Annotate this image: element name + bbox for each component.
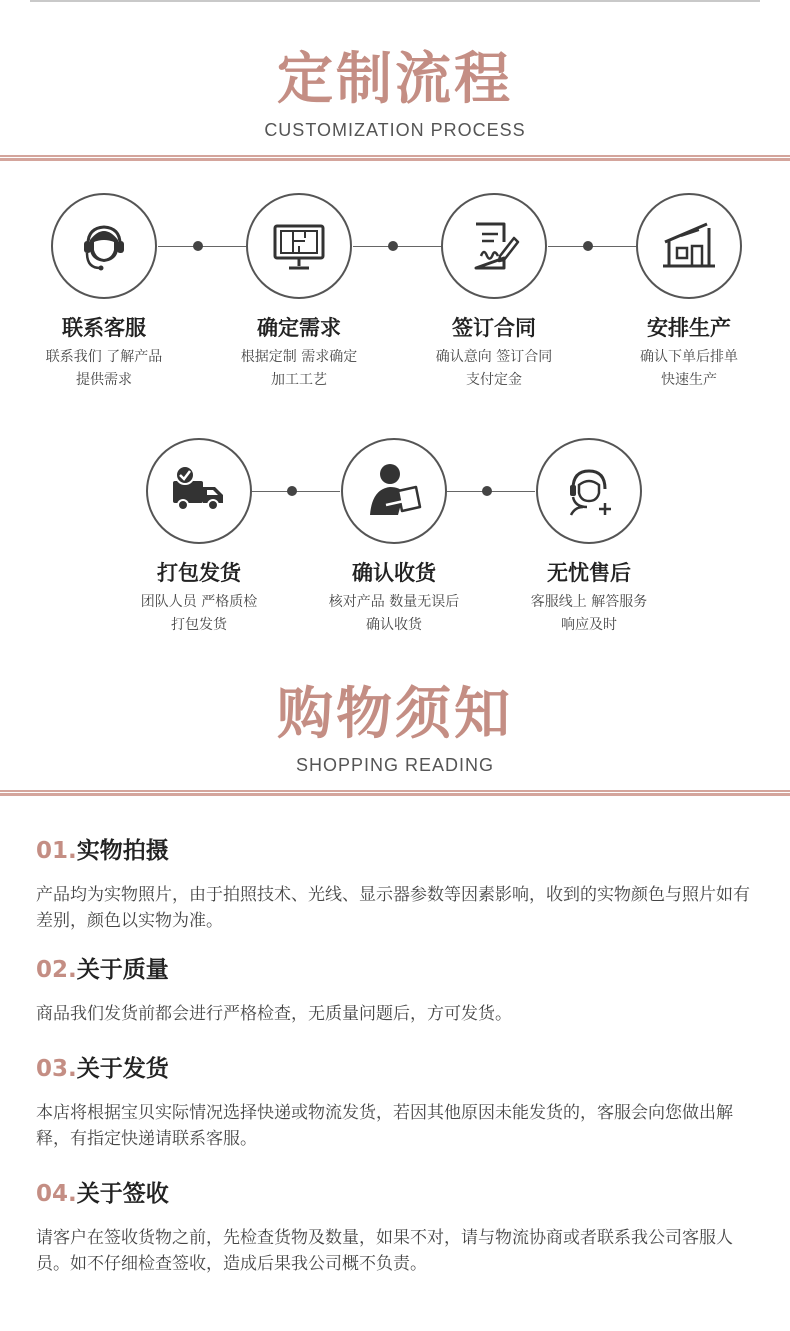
step-circle-contact: [51, 193, 157, 299]
step-desc-line: 提供需求: [76, 372, 132, 388]
note-number: 03.: [36, 1056, 77, 1082]
connector-dot: [482, 486, 492, 496]
step-desc-line: 响应及时: [561, 617, 617, 633]
shopping-band: [0, 790, 790, 797]
step-circle-production: [636, 193, 742, 299]
step-title: 确认收货: [352, 561, 436, 585]
step-circle-requirements: [246, 193, 352, 299]
note-heading: [36, 1183, 756, 1206]
step-desc-line: 确认收货: [366, 617, 422, 633]
step-contract: [404, 318, 584, 392]
step-aftersales: [499, 563, 679, 637]
step-desc-line: 确认意向 签订合同: [435, 349, 553, 365]
step-shipping: [109, 563, 289, 637]
shopping-header: [0, 682, 790, 776]
note-number: 01.: [36, 838, 77, 864]
step-desc-line: 确认下单后排单: [640, 349, 738, 365]
step-receipt: [304, 563, 484, 637]
step-title: 签订合同: [452, 316, 536, 340]
note-number: 04.: [36, 1181, 77, 1207]
note-title: 实物拍摄: [76, 838, 169, 864]
after-sales-support-icon: [559, 461, 619, 521]
step-contact: [14, 318, 194, 392]
note-heading: [36, 1058, 756, 1081]
note-heading: [36, 840, 756, 863]
step-desc: [599, 346, 779, 392]
person-receiving-icon: [364, 461, 424, 521]
process-band: [0, 155, 790, 162]
step-desc: [209, 346, 389, 392]
note-item: [36, 959, 756, 1027]
process-subtitle: CUSTOMIZATION PROCESS: [264, 120, 526, 140]
step-desc-line: 根据定制 需求确定: [240, 349, 358, 365]
step-production: [599, 318, 779, 392]
note-text: 商品我们发货前都会进行严格检查，无质量问题后，方可发货。: [36, 1004, 512, 1024]
note-title: 关于发货: [76, 1056, 169, 1082]
connector-dot: [388, 241, 398, 251]
step-circle-receipt: [341, 438, 447, 544]
process-title: 定制流程: [277, 47, 513, 112]
step-desc: [404, 346, 584, 392]
top-divider: [30, 0, 760, 2]
connector-dot: [287, 486, 297, 496]
connector-dot: [193, 241, 203, 251]
note-text: 产品均为实物照片，由于拍照技术、光线、显示器参数等因素影响，收到的实物颜色与照片如有差别，颜色以实物为准。: [36, 885, 750, 931]
step-desc-line: 支付定金: [466, 372, 522, 388]
note-text: 本店将根据宝贝实际情况选择快递或物流发货，若因其他原因未能发货的，客服会向您做出解释，有指定快递请联系客服。: [36, 1103, 733, 1149]
step-title: 确定需求: [257, 316, 341, 340]
step-title: 联系客服: [62, 316, 146, 340]
step-desc: [304, 591, 484, 637]
note-number: 02.: [36, 957, 77, 983]
step-desc-line: 快速生产: [661, 372, 717, 388]
delivery-truck-icon: [169, 461, 229, 521]
step-requirements: [209, 318, 389, 392]
process-header: [0, 47, 790, 141]
monitor-floorplan-icon: [269, 216, 329, 276]
step-desc-line: 联系我们 了解产品: [45, 349, 163, 365]
step-title: 打包发货: [157, 561, 241, 585]
note-text: 请客户在签收货物之前，先检查货物及数量，如果不对，请与物流协商或者联系我公司客服人员。如不仔细检查签收，造成后果我公司概不负责。: [36, 1228, 733, 1274]
step-desc-line: 打包发货: [171, 617, 227, 633]
step-desc: [14, 346, 194, 392]
factory-house-icon: [659, 216, 719, 276]
step-circle-aftersales: [536, 438, 642, 544]
step-desc: [109, 591, 289, 637]
note-item: [36, 1058, 756, 1152]
customer-service-headset-icon: [74, 216, 134, 276]
shopping-title: 购物须知: [277, 682, 513, 747]
note-title: 关于质量: [76, 957, 169, 983]
note-heading: [36, 959, 756, 982]
step-title: 安排生产: [647, 316, 731, 340]
note-item: [36, 840, 756, 934]
contract-sign-icon: [464, 216, 524, 276]
step-desc-line: 客服线上 解答服务: [530, 594, 648, 610]
step-desc-line: 团队人员 严格质检: [140, 594, 258, 610]
step-desc-line: 加工工艺: [271, 372, 327, 388]
step-desc-line: 核对产品 数量无误后: [328, 594, 460, 610]
note-item: [36, 1183, 756, 1277]
step-circle-contract: [441, 193, 547, 299]
note-title: 关于签收: [76, 1181, 169, 1207]
step-title: 无忧售后: [547, 561, 631, 585]
connector-dot: [583, 241, 593, 251]
step-circle-shipping: [146, 438, 252, 544]
shopping-subtitle: SHOPPING READING: [295, 755, 495, 775]
step-desc: [499, 591, 679, 637]
